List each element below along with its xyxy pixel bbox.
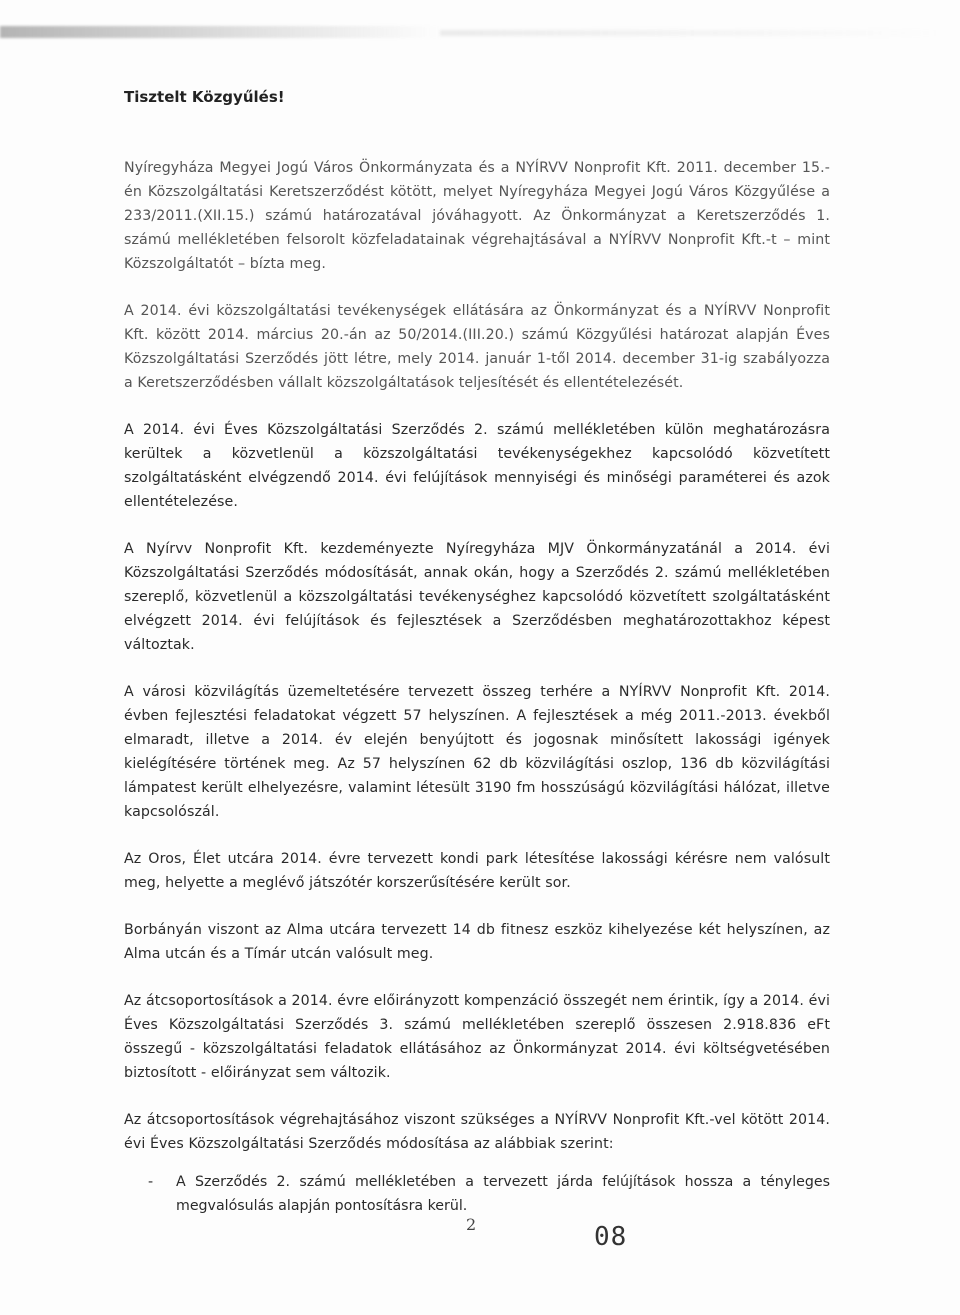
- paragraph: Az átcsoportosítások végrehajtásához viszont szükséges a NYÍRVV Nonprofit Kft.-vel kötött 2014. évi Éves Közszolgáltatási Szerződés módosítása az alábbiak szerint:: [124, 1112, 830, 1152]
- greeting: Tisztelt Közgyűlés!: [124, 88, 285, 106]
- scan-artifact: [440, 30, 940, 36]
- dash-list: [124, 1170, 830, 1218]
- list-marker: -: [148, 1174, 154, 1190]
- page-number: 2: [466, 1215, 477, 1234]
- scan-artifact: [0, 26, 440, 38]
- paragraph: A 2014. évi Éves Közszolgáltatási Szerződés 2. számú mellékletében külön meghatározásra kerültek a közvetlenül a közszolgáltatási tevékenységekhez kapcsolódó közvetített szolgáltatásként elvégzendő 2014. évi felújítások mennyiségi és minőségi paraméterei és azok ellentételezése.: [124, 422, 830, 510]
- list-item: [124, 1170, 830, 1218]
- document-body: [124, 88, 830, 1218]
- paragraph: Nyíregyháza Megyei Jogú Város Önkormányzata és a NYÍRVV Nonprofit Kft. 2011. december 15.-én Közszolgáltatási Keretszerződést kötött, melyet Nyíregyháza Megyei Jogú Város Közgyűlése a 233/2011.(XII.15.) számú határozatával jóváhagyott. Az Önkormányzat a Keretszerződés 1. számú mellékletében felsorolt közfeladatainak végrehajtásával a NYÍRVV Nonprofit Kft.-t – mint Közszolgáltatót – bízta meg.: [124, 160, 830, 272]
- paragraph: Borbányán viszont az Alma utcára tervezett 14 db fitnesz eszköz kihelyezése két helyszínen, az Alma utcán és a Tímár utcán valósult meg.: [124, 922, 830, 962]
- handwritten-page-stamp: 08: [594, 1222, 628, 1252]
- list-item-text: A Szerződés 2. számú mellékletében a tervezett járda felújítások hossza a tényleges megvalósulás alapján pontosításra kerül.: [176, 1174, 830, 1214]
- paragraph: Az átcsoportosítások a 2014. évre előirányzott kompenzáció összegét nem érintik, így a 2014. évi Éves Közszolgáltatási Szerződés 3. számú mellékletében szereplő összesen 2.918.836 eFt összegű - közszolgáltatási feladatok ellátásához az Önkormányzat 2014. évi költségvetésében biztosított - előirányzat sem változik.: [124, 993, 830, 1081]
- paragraph: A városi közvilágítás üzemeltetésére tervezett összeg terhére a NYÍRVV Nonprofit Kft. 2014. évben fejlesztési feladatokat végzett 57 helyszínen. A fejlesztések a még 2011.-2013. évekből elmaradt, illetve a 2014. év elején benyújtott és jogosnak minősített lakossági igények kielégítésére történek meg. Az 57 helyszínen 62 db közvilágítási oszlop, 136 db közvilágítási lámpatest került elhelyezésre, valamint létesült 3190 fm hosszúságú közvilágítási hálózat, illetve kapcsolószál.: [124, 684, 830, 820]
- paragraph: A Nyírvv Nonprofit Kft. kezdeményezte Nyíregyháza MJV Önkormányzatánál a 2014. évi Közszolgáltatási Szerződés módosítását, annak okán, hogy a Szerződés 2. számú mellékletében szereplő, közvetlenül a közszolgáltatási tevékenységhez kapcsolódó közvetített szolgáltatásként elvégzett 2014. évi felújítások és fejlesztések a Szerződésben meghatározottakhoz képest változtak.: [124, 541, 830, 653]
- paragraph: A 2014. évi közszolgáltatási tevékenységek ellátására az Önkormányzat és a NYÍRVV Nonprofit Kft. között 2014. március 20.-án az 50/2014.(III.20.) számú Közgyűlési határozat alapján Éves Közszolgáltatási Szerződés jött létre, mely 2014. január 1-től 2014. december 31-ig szabályozza a Keretszerződésben vállalt közszolgáltatások teljesítését és ellentételezését.: [124, 303, 830, 391]
- paragraph: Az Oros, Élet utcára 2014. évre tervezett kondi park létesítése lakossági kérésre nem valósult meg, helyette a meglévő játszótér korszerűsítésére került sor.: [124, 851, 830, 891]
